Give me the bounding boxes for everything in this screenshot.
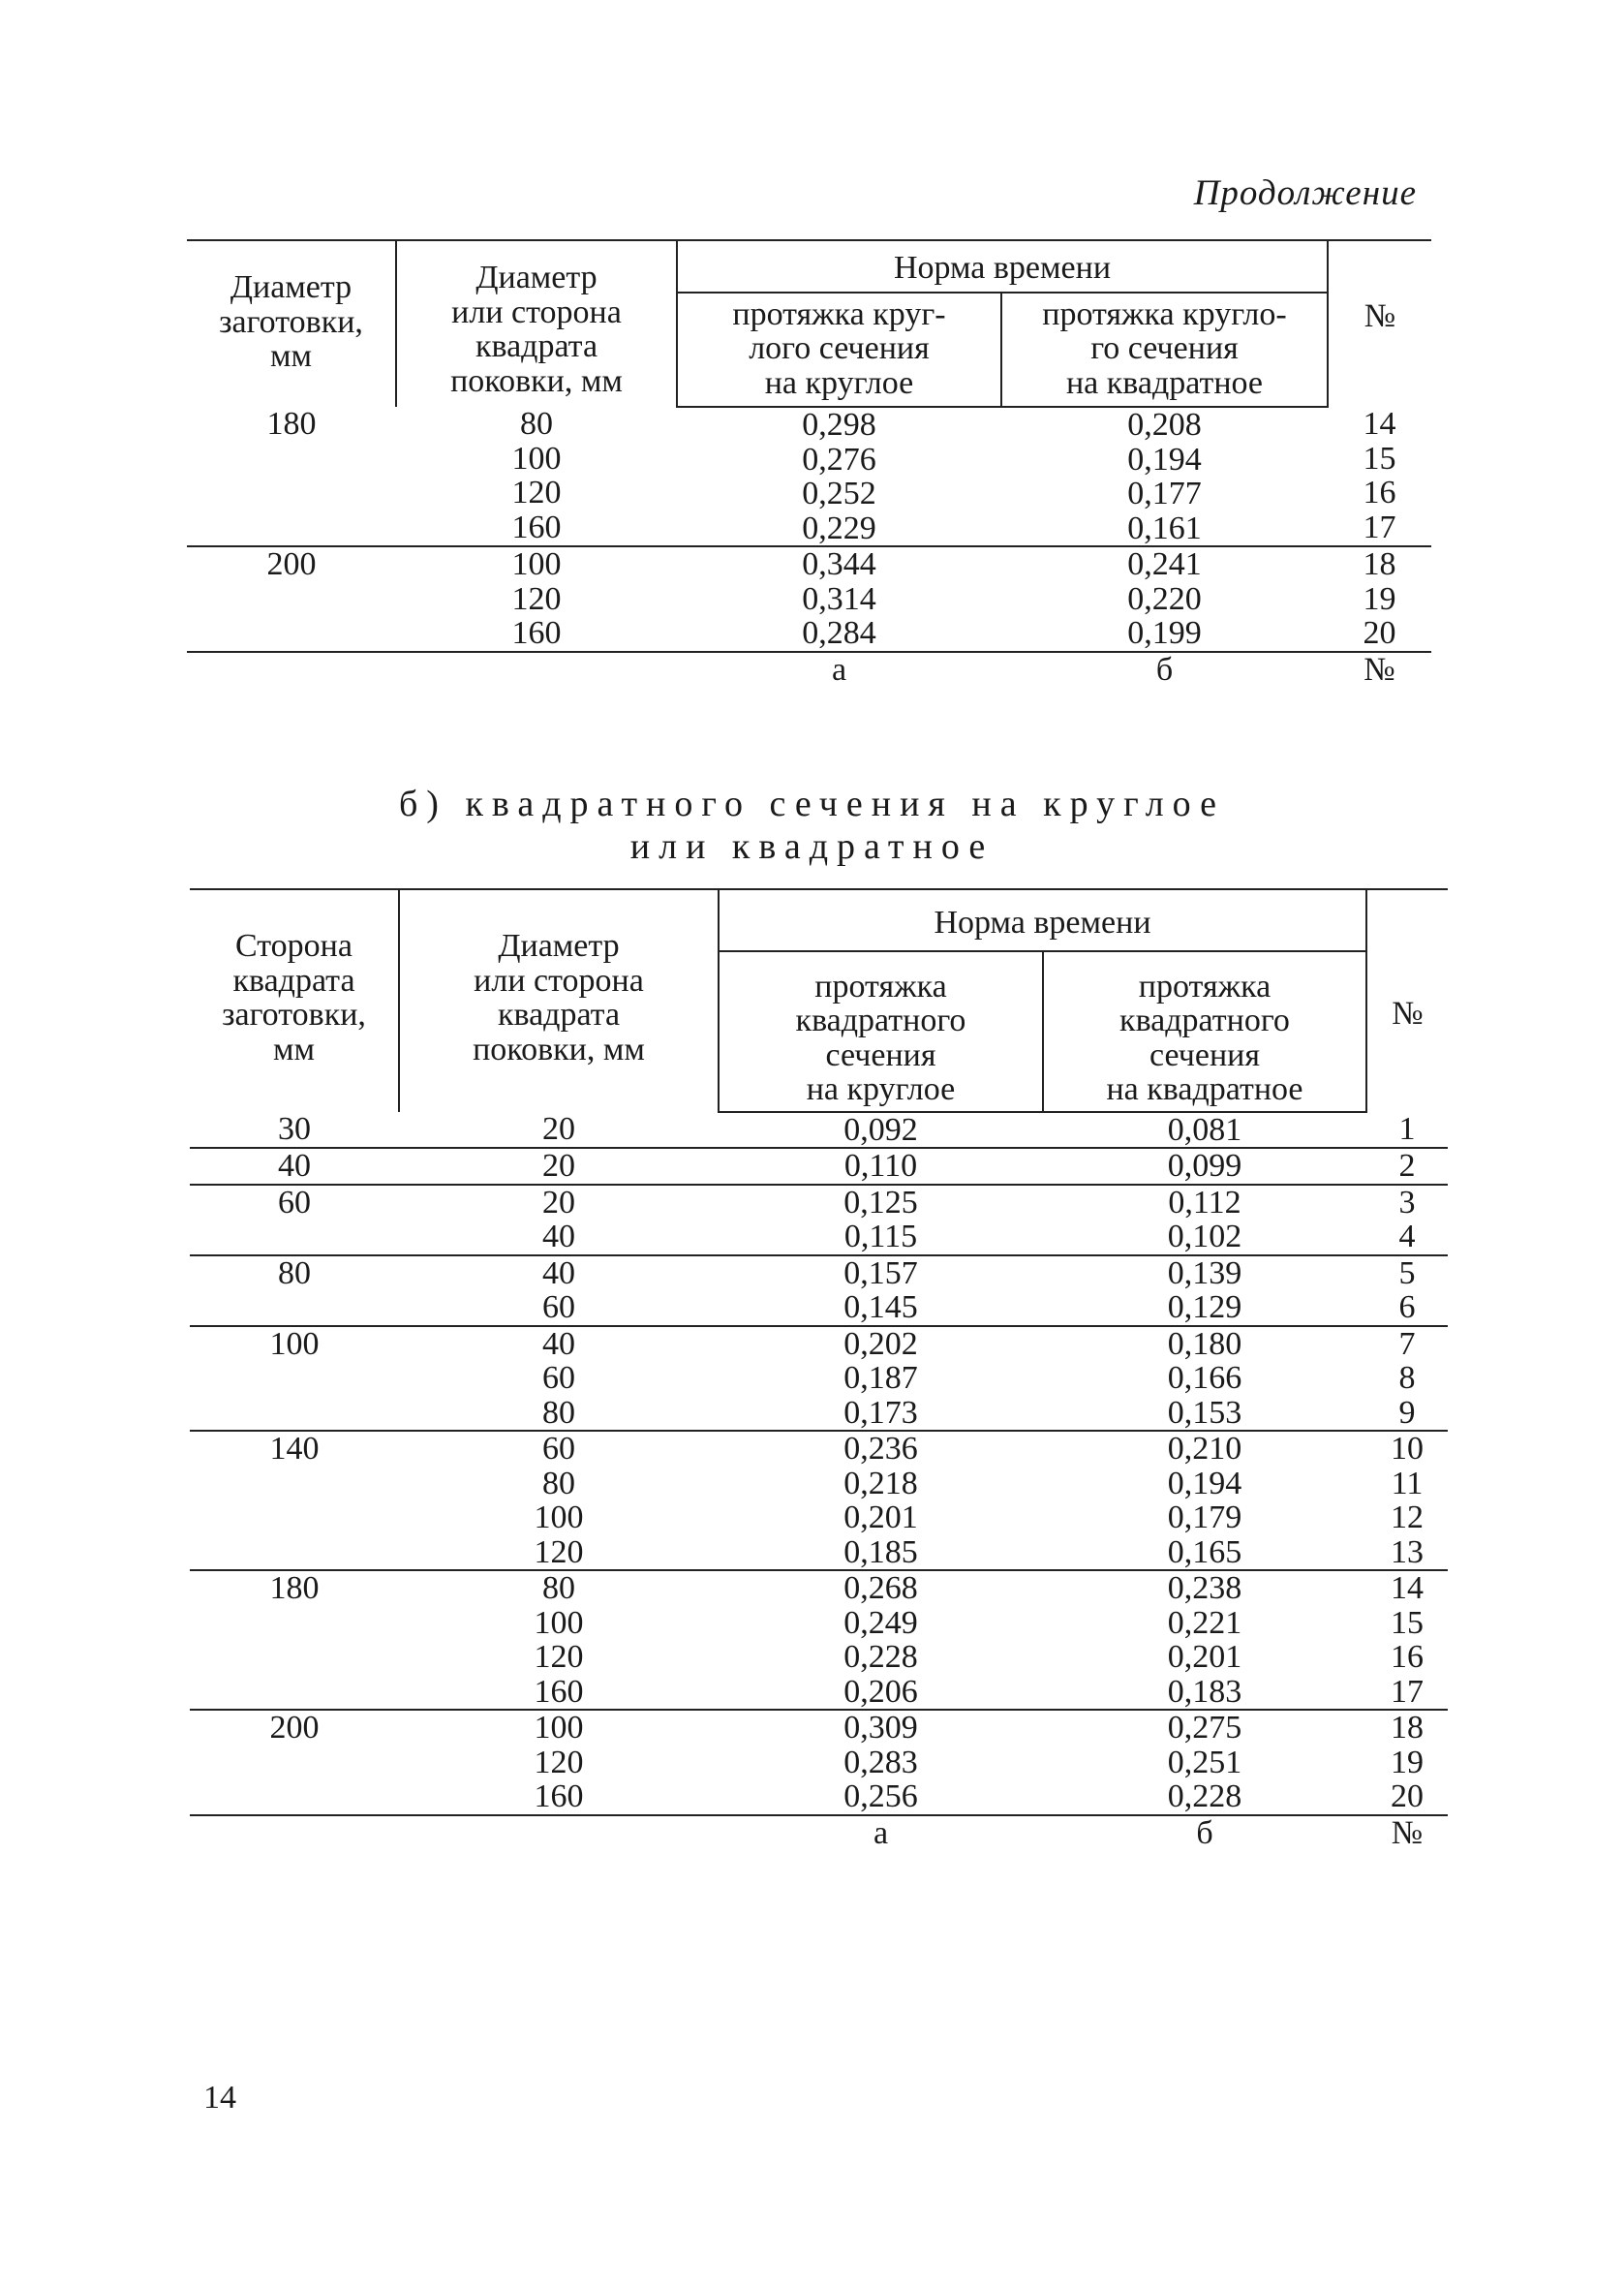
norm-a-cell [719,1148,1043,1185]
header-line: поковки, мм [450,362,623,399]
table-value: 0,199 [1127,615,1202,651]
norm-b-cell [1001,407,1328,546]
blank-size-cell: 200 [187,546,396,652]
header-line: или сторона [474,962,644,999]
table-value: 120 [511,580,562,617]
header-line: мм [269,338,313,374]
continuation-label: Продолжение [1193,173,1417,213]
header-line: го сечения [1090,330,1239,366]
table-value: 40 [542,1325,575,1362]
forging-size-cell [396,407,677,546]
time-norm-table-a [187,239,1431,687]
header-col-a [719,951,1043,1112]
header-line: мм [272,1031,316,1067]
table-value: 4 [1398,1219,1416,1254]
table-value: 100 [534,1710,584,1746]
table-value: 10 [1391,1431,1424,1467]
blank-size-cell: 60 [190,1185,399,1255]
table-value: 0,251 [1167,1744,1242,1780]
table-value: 0,110 [843,1148,918,1184]
norm-a-cell [719,1185,1043,1255]
table-value: 0,180 [1167,1325,1242,1362]
header-line: на круглое [764,364,914,401]
table-value: 3 [1398,1184,1416,1221]
table-value: 14 [1363,406,1396,442]
norm-a-cell [719,1112,1043,1149]
table-value: 120 [534,1744,584,1780]
table-value: 120 [511,475,562,510]
header-col-a [677,293,1001,408]
norm-b-cell [1043,1431,1366,1570]
table-value: 1 [1398,1110,1416,1147]
table-value: 0,344 [802,546,876,582]
table-value: 40 [542,1219,575,1254]
table-value: 0,314 [802,580,876,617]
table-value: 19 [1363,580,1396,617]
forging-size-cell [399,1185,719,1255]
row-number-cell [1366,1148,1448,1185]
table-row-group [190,1185,1448,1255]
table-value: 0,099 [1167,1148,1242,1184]
table-row-group [187,546,1431,652]
table-value: 0,241 [1127,546,1202,582]
table-value: 12 [1391,1499,1424,1535]
table-row-group [190,1148,1448,1185]
header-line: протяжка кругло- [1042,295,1287,332]
row-number-cell [1328,407,1431,546]
table-value: 0,221 [1167,1604,1242,1641]
forging-size-cell [399,1570,719,1710]
table-value: 14 [1391,1570,1424,1606]
footer-number: № [1366,1815,1448,1851]
table-value: 0,201 [843,1499,918,1535]
blank-size-cell: 30 [278,1110,311,1147]
table-value: 18 [1391,1710,1424,1746]
table-value: 0,236 [843,1431,918,1467]
norm-b-cell [1043,1185,1366,1255]
table-value: 13 [1391,1533,1424,1570]
table-value: 0,228 [1167,1778,1242,1814]
table-value: 100 [511,546,562,582]
table-value: 15 [1391,1604,1424,1641]
header-line: на круглое [806,1071,956,1107]
header-col-b [1043,951,1366,1112]
norm-b-cell [1043,1570,1366,1710]
table-value: 16 [1363,475,1396,510]
table-value: 0,129 [1167,1289,1242,1325]
table-value: 0,210 [1167,1431,1242,1467]
table-value: 7 [1398,1325,1416,1362]
forging-size-cell [399,1148,719,1185]
header-line: сечения [825,1036,936,1073]
table-value: 0,177 [1127,476,1202,511]
header-line: квадрата [232,962,355,999]
table-value: 16 [1391,1639,1424,1675]
table-value: 20 [1391,1778,1424,1814]
table-value: 0,081 [1167,1111,1242,1148]
table-value: 0,309 [843,1710,918,1746]
footer-number: № [1328,652,1431,688]
table-value: 6 [1398,1289,1416,1325]
blank-size-cell: 180 [190,1570,399,1710]
table-value: 60 [542,1289,575,1325]
table-value: 0,145 [843,1289,918,1325]
norm-b-cell [1043,1148,1366,1185]
section-title-line-2: или квадратное [629,826,995,867]
table-value: 15 [1363,440,1396,477]
table-row-group [187,407,1431,546]
table-value: 80 [542,1570,575,1606]
table-row-group [190,1112,1448,1149]
table-value: 0,218 [843,1465,918,1501]
footer-col-b: б [1001,652,1328,688]
table-value: 0,102 [1167,1219,1242,1254]
norm-b-cell [1043,1255,1366,1326]
row-number-cell [1366,1255,1448,1326]
table-value: 0,249 [843,1604,918,1641]
table-value: 0,194 [1167,1465,1242,1501]
table-value: 18 [1363,546,1396,582]
row-number-cell [1366,1326,1448,1432]
table-row-group [190,1570,1448,1710]
table-value: 100 [534,1604,584,1641]
forging-size-cell [399,1710,719,1815]
table-value: 0,157 [843,1254,918,1291]
table-value: 0,187 [843,1360,918,1396]
table-b-footer [190,1815,1448,1851]
row-number-cell [1366,1431,1448,1570]
norm-a-cell [719,1326,1043,1432]
blank-size-cell: 200 [190,1710,399,1815]
table-value: 0,256 [843,1778,918,1814]
table-value: 160 [534,1673,584,1710]
table-value: 80 [542,1394,575,1431]
table-value: 0,165 [1167,1533,1242,1570]
time-norm-table-b [190,888,1448,1850]
header-blank-square-side [190,889,399,1112]
table-row-group [190,1326,1448,1432]
table-value: 0,183 [1167,1673,1242,1710]
table-row-group [190,1255,1448,1326]
header-line: протяжка круг- [732,295,946,332]
blank-size-cell: 140 [190,1431,399,1570]
table-value: 20 [542,1184,575,1221]
table-value: 9 [1398,1394,1416,1431]
table-value: 120 [534,1533,584,1570]
header-line: протяжка [814,968,947,1004]
norm-b-cell [1001,546,1328,652]
header-forging-size [396,240,677,407]
header-line: Диаметр [475,260,598,295]
table-value: 19 [1391,1744,1424,1780]
table-value: 0,298 [802,407,876,443]
table-value: 0,208 [1127,407,1202,443]
table-value: 40 [542,1254,575,1291]
header-time-norm: Норма времени [677,240,1328,293]
table-value: 20 [1363,615,1396,651]
norm-a-cell [719,1570,1043,1710]
header-col-b [1001,293,1328,408]
table-value: 0,112 [1168,1184,1241,1221]
table-value: 60 [542,1431,575,1467]
table-value: 0,179 [1167,1499,1242,1535]
header-number: № [1366,889,1448,1112]
header-forging-size [399,889,719,1112]
blank-size-cell: 100 [190,1326,399,1432]
table-value: 20 [542,1110,575,1147]
table-value: 0,283 [843,1744,918,1780]
table-value: 0,229 [802,510,876,546]
header-line: Диаметр [498,928,620,964]
table-value: 0,173 [843,1394,918,1431]
table-value: 0,166 [1167,1360,1242,1396]
table-value: 160 [511,509,562,545]
table-a-footer [187,652,1431,688]
table-value: 120 [534,1639,584,1675]
table-value: 0,201 [1167,1639,1242,1675]
header-line: Сторона [235,928,352,964]
header-line: Диаметр [230,269,352,305]
header-line: сечения [1149,1036,1260,1073]
table-value: 0,252 [802,476,876,511]
forging-size-cell [399,1326,719,1432]
table-value: 0,185 [843,1533,918,1570]
header-line: или сторона [451,294,622,330]
row-number-cell [1328,546,1431,652]
table-value: 0,194 [1127,441,1202,478]
table-value: 60 [542,1360,575,1396]
table-row-group [190,1710,1448,1815]
table-value: 0,206 [843,1673,918,1710]
table-value: 11 [1391,1465,1424,1501]
footer-col-a: а [719,1815,1043,1851]
header-time-norm: Норма времени [719,889,1366,951]
table-value: 17 [1363,509,1396,545]
table-value: 0,125 [843,1184,918,1221]
section-title-line-1: б) квадратного сечения на круглое [398,784,1226,824]
header-line: на квадратное [1106,1071,1303,1107]
forging-size-cell [396,546,677,652]
table-value: 0,276 [802,441,876,478]
header-line: квадрата [497,997,621,1033]
forging-size-cell [399,1431,719,1570]
table-value: 0,161 [1127,510,1202,546]
table-value: 0,202 [843,1325,918,1362]
header-line: квадрата [475,328,598,364]
table-value: 0,220 [1127,580,1202,617]
table-value: 0,092 [843,1111,918,1148]
header-line: лого сечения [749,330,930,366]
norm-b-cell [1043,1112,1366,1149]
table-value: 0,238 [1167,1570,1242,1606]
norm-a-cell [719,1255,1043,1326]
blank-size-cell: 40 [190,1148,399,1185]
table-value: 160 [534,1778,584,1814]
table-value: 5 [1398,1254,1416,1291]
blank-size-cell: 180 [266,406,317,442]
table-value: 80 [520,406,553,442]
table-value: 0,268 [843,1570,918,1606]
row-number-cell [1366,1710,1448,1815]
table-value: 100 [511,440,562,477]
footer-col-a: а [677,652,1001,688]
row-number-cell [1366,1570,1448,1710]
table-value: 100 [534,1499,584,1535]
table-value: 0,284 [802,615,876,651]
table-value: 0,115 [843,1219,918,1254]
table-b-header-row-1 [190,889,1448,951]
row-number-cell [1366,1112,1448,1149]
table-value: 160 [511,615,562,651]
header-line: заготовки, [219,303,363,340]
blank-size-cell: 80 [190,1255,399,1326]
table-value: 0,228 [843,1639,918,1675]
norm-a-cell [677,407,1001,546]
table-value: 80 [542,1465,575,1501]
header-line: протяжка [1138,968,1272,1004]
table-a-header-row-1 [187,240,1431,293]
footer-col-b: б [1043,1815,1366,1851]
table-value: 17 [1391,1673,1424,1710]
norm-b-cell [1043,1326,1366,1432]
header-line: заготовки, [222,997,366,1033]
page-number: 14 [203,2080,236,2116]
table-value: 8 [1398,1360,1416,1396]
norm-b-cell [1043,1710,1366,1815]
table-value: 20 [542,1148,575,1184]
header-blank-diameter [187,240,396,407]
header-line: поковки, мм [473,1031,645,1067]
norm-a-cell [719,1710,1043,1815]
table-value: 0,139 [1167,1254,1242,1291]
row-number-cell [1366,1185,1448,1255]
forging-size-cell [399,1112,719,1149]
table-value: 0,275 [1167,1710,1242,1746]
table-row-group [190,1431,1448,1570]
header-line: квадратного [1119,1003,1290,1038]
table-value: 0,153 [1167,1394,1242,1431]
norm-a-cell [677,546,1001,652]
norm-a-cell [719,1431,1043,1570]
header-line: квадратного [795,1003,966,1038]
header-number: № [1328,240,1431,407]
forging-size-cell [399,1255,719,1326]
header-line: на квадратное [1065,364,1264,401]
table-value: 2 [1398,1148,1416,1184]
